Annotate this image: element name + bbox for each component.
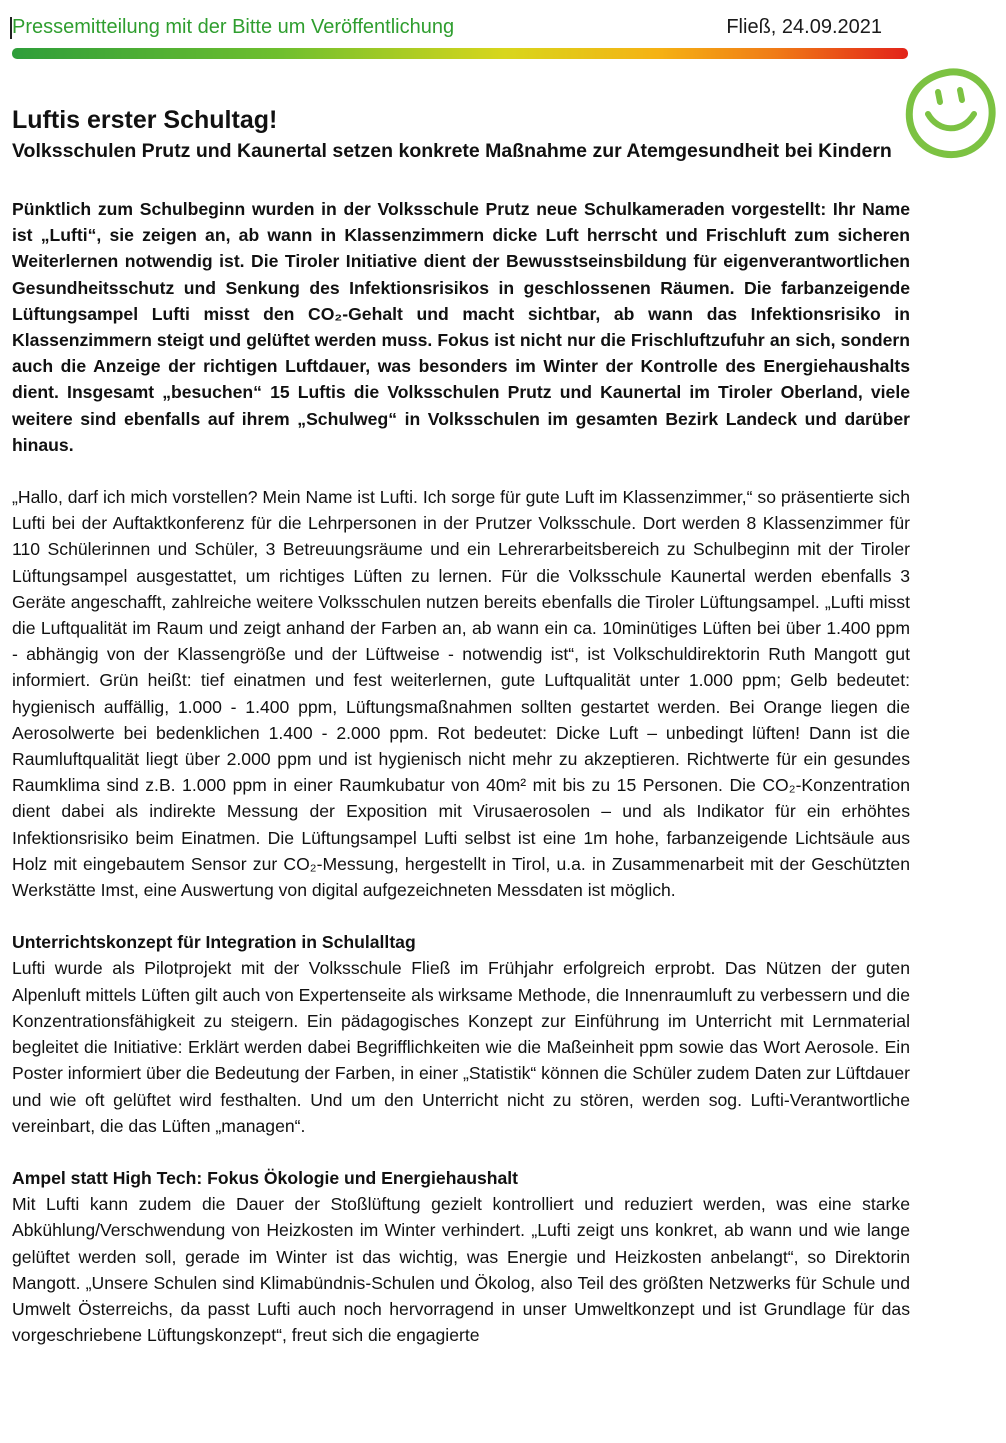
body-paragraph: „Hallo, darf ich mich vorstellen? Mein Name ist Lufti. Ich sorge für gute Luft im Klassenzimmer,“ so präsentierte sich Lufti bei der Auftaktkonferenz für die Lehrpersonen in der Prutzer Volksschule. Dort werden 8 Klassenzimmer für 110 Schülerinnen und Schüler, 3 Betreuungsräume und ein Lehrerarbeitsbereich zu Schulbeginn mit der Tiroler Lüftungsampel ausgestattet, um richtiges Lüften zu lernen. Für die Volksschule Kaunertal werden ebenfalls 3 Geräte angeschafft, zahlreiche weitere Volksschulen nutzen bereits ebenfalls die Tiroler Lüftungsampel. „Lufti misst die Luftqualität im Raum und zeigt anhand der Farben an, ab wann ein ca. 10minütiges Lüften bei über 1.400 ppm - abhängig von der Klassengröße und der Lüftweise - notwendig ist“, ist Volkschuldirektorin Ruth Mangott gut informiert. Grün heißt: tief einatmen und fest weiterlernen, gute Luftqualität unter 1.000 ppm; Gelb bedeutet: hygienisch auffällig, 1.000 - 1.400 ppm, Lüftungsmaßnahmen sollten gestartet werden. Bei Orange liegen die Aerosolwerte bei bedenklichen 1.400 - 2.000 ppm. Rot bedeutet: Dicke Luft – unbedingt lüften! Dann ist die Raumluftqualität liegt über 2.000 ppm und ist hygienisch nicht mehr zu akzeptieren. Richtwerte für ein gesundes Raumklima sind z.B. 1.000 ppm in einer Raumkubatur von 40m² mit bis zu 15 Personen. Die CO₂-Konzentration dient dabei als indirekte Messung der Exposition mit Virusaerosolen – und als Indikator für ein erhöhtes Infektionsrisiko beim Einatmen. Die Lüftungsampel Lufti selbst ist eine 1m hohe, farbanzeigende Lichtsäule aus Holz mit eingebautem Sensor zur CO₂-Messung, hergestellt in Tirol, u.a. in Zusammenarbeit mit der Geschützten Werkstätte Imst, eine Auswertung von digital aufgezeichneten Messdaten ist möglich. bbox=[12, 487, 910, 901]
article bbox=[12, 104, 910, 1348]
press-header bbox=[12, 16, 908, 44]
press-release-label: Pressemitteilung mit der Bitte um Veröffentlichung bbox=[12, 16, 455, 38]
article-title: Luftis erster Schultag! bbox=[12, 106, 278, 134]
traffic-light-gradient-bar bbox=[12, 48, 908, 59]
lead-paragraph: Pünktlich zum Schulbeginn wurden in der Volksschule Prutz neue Schulkameraden vorgestellt: Ihr Name ist „Lufti“, sie zeigen an, ab wann in Klassenzimmern dicke Luft herrscht und Frischluft zum sicheren Weiterlernen notwendig ist. Die Tiroler Initiative dient der Bewusstseinsbildung für eigenverantwortlichen Gesundheitsschutz und Senkung des Infektionsrisikos in geschlossenen Räumen. Die farbanzeigende Lüftungsampel Lufti misst den CO₂-Gehalt und macht sichtbar, ab wann das Infektionsrisiko in Klassenzimmern steigt und gelüftet werden muss. Fokus ist nicht nur die Frischluftzufuhr an sich, sondern auch die Anzeige der richtigen Luftdauer, was besonders im Winter der Kontrolle des Energiehaushalts dient. Insgesamt „besuchen“ 15 Luftis die Volksschulen Prutz und Kaunertal im Tiroler Oberland, viele weitere sind ebenfalls auf ihrem „Schulweg“ in Volksschulen im gesamten Bezirk Landeck und darüber hinaus. bbox=[12, 199, 910, 455]
smiley-icon bbox=[898, 62, 1002, 166]
section-heading-unterrichtskonzept: Unterrichtskonzept für Integration in Schulalltag bbox=[12, 932, 416, 953]
section-paragraph-unterrichtskonzept: Lufti wurde als Pilotprojekt mit der Volksschule Fließ im Frühjahr erfolgreich erprobt. Das Nützen der guten Alpenluft mittels Lüften gilt auch von Expertenseite als wirksame Methode, die Innenraumluft zu verbessern und die Konzentrationsfähigkeit zu steigern. Ein pädagogisches Konzept zur Einführung im Unterricht mit Lernmaterial begleitet die Initiative: Erklärt werden dabei Begrifflichkeiten wie die Maßeinheit ppm sowie das Wort Aerosole. Ein Poster informiert über die Bedeutung der Farben, in einer „Statistik“ können die Schüler zudem Daten zur Lüftdauer und wie oft gelüftet wird festhalten. Und um den Unterricht nicht zu stören, werden sog. Lufti-Verantwortliche vereinbart, die das Lüften „managen“. bbox=[12, 958, 910, 1136]
article-subtitle: Volksschulen Prutz und Kaunertal setzen konkrete Maßnahme zur Atemgesundheit bei Kindern bbox=[12, 140, 892, 162]
section-heading-oekologie: Ampel statt High Tech: Fokus Ökologie und Energiehaushalt bbox=[12, 1167, 519, 1188]
place-date: Fließ, 24.09.2021 bbox=[726, 16, 882, 38]
section-paragraph-oekologie: Mit Lufti kann zudem die Dauer der Stoßlüftung gezielt kontrolliert und reduziert werden, was eine starke Abkühlung/Verschwendung von Heizkosten im Winter verhindert. „Lufti zeigt uns konkret, ab wann und wie lange gelüftet werden soll, gerade im Winter ist das wichtig, was Energie und Heizkosten anbelangt“, so Direktorin Mangott. „Unsere Schulen sind Klimabündnis-Schulen und Ökolog, also Teil des größten Netzwerks für Schule und Umwelt Österreichs, da passt Lufti auch noch hervorragend in unser Umweltkonzept und ist Grundlage für das vorgeschriebene Lüftungskonzept“, freut sich die engagierte bbox=[12, 1194, 910, 1346]
